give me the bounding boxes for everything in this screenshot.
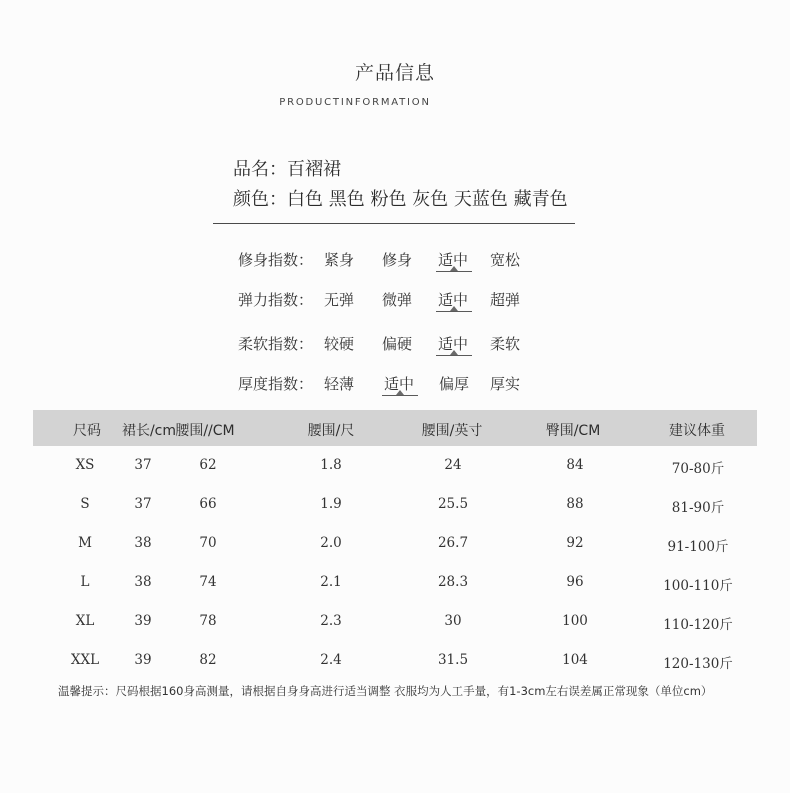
fit-index-option: 较硬 xyxy=(324,335,355,353)
table-cell: 38 xyxy=(134,535,152,551)
selected-marker-icon xyxy=(450,350,458,355)
product-color-value: 白色 黑色 粉色 灰色 天蓝色 藏青色 xyxy=(287,189,568,210)
fit-index-option: 微弹 xyxy=(382,291,413,309)
page-subtitle: PRODUCTINFORMATION xyxy=(279,97,431,108)
fit-index-option: 偏厚 xyxy=(439,375,470,393)
table-row xyxy=(33,574,757,596)
table-cell: M xyxy=(78,535,92,551)
table-header-cell: 尺码 xyxy=(73,423,101,439)
selected-marker-icon xyxy=(450,266,458,271)
table-cell: L xyxy=(80,574,90,590)
table-cell: XXL xyxy=(70,652,100,668)
table-row xyxy=(33,652,757,674)
table-cell: 25.5 xyxy=(437,496,469,512)
table-header-cell: 腰围/尺 xyxy=(307,423,355,439)
product-color-row xyxy=(233,185,568,211)
fit-index-option-selected: 适中 xyxy=(438,291,469,309)
table-cell: 84 xyxy=(566,457,584,473)
table-cell: 2.1 xyxy=(320,574,342,590)
table-cell: XL xyxy=(75,613,95,629)
table-cell: 39 xyxy=(134,613,152,629)
table-cell: 70 xyxy=(199,535,217,551)
fit-index-label: 修身指数： xyxy=(238,251,314,269)
selected-underline xyxy=(436,271,472,272)
fit-index-label: 弹力指数： xyxy=(238,291,314,309)
table-header xyxy=(33,410,757,446)
product-name-label: 品名： xyxy=(233,159,287,180)
page-title: 产品信息 xyxy=(354,62,435,84)
table-cell: 92 xyxy=(566,535,584,551)
table-cell: 37 xyxy=(134,457,152,473)
table-cell: 39 xyxy=(134,652,152,668)
fit-index-option: 轻薄 xyxy=(324,375,355,393)
table-header-cell: 建议体重 xyxy=(669,423,725,439)
table-cell: 28.3 xyxy=(437,574,469,590)
selected-underline xyxy=(436,355,472,356)
table-cell: 70-80斤 xyxy=(671,461,725,477)
table-cell: 82 xyxy=(199,652,217,668)
table-row xyxy=(33,496,757,518)
product-color-label: 颜色： xyxy=(233,189,287,210)
fit-index-option: 偏硬 xyxy=(382,335,413,353)
table-cell: 104 xyxy=(562,652,588,668)
table-cell: 37 xyxy=(134,496,152,512)
fit-index-option: 厚实 xyxy=(490,375,521,393)
table-row xyxy=(33,457,757,479)
table-cell: 66 xyxy=(199,496,217,512)
table-cell: 120-130斤 xyxy=(663,656,733,672)
table-cell: 26.7 xyxy=(437,535,469,551)
table-cell: 91-100斤 xyxy=(667,539,729,555)
table-cell: 24 xyxy=(444,457,462,473)
selected-marker-icon xyxy=(450,306,458,311)
selected-marker-icon xyxy=(396,390,404,395)
table-row xyxy=(33,613,757,635)
size-note: 温馨提示：尺码根据160身高测量，请根据自身身高进行适当调整 衣服均为人工手量，有1-3cm左右误差属正常现象（单位cm） xyxy=(58,684,713,698)
fit-index-option: 宽松 xyxy=(490,251,521,269)
table-cell: 1.8 xyxy=(320,457,342,473)
table-header-cell: 裙长/cm xyxy=(121,423,177,439)
table-cell: 2.3 xyxy=(320,613,342,629)
table-cell: 110-120斤 xyxy=(663,617,733,633)
fit-index-option: 柔软 xyxy=(490,335,521,353)
table-cell: 31.5 xyxy=(437,652,469,668)
table-cell: 96 xyxy=(566,574,584,590)
table-cell: XS xyxy=(75,457,95,473)
fit-index-option: 修身 xyxy=(382,251,413,269)
table-cell: S xyxy=(80,496,90,512)
fit-index-label: 厚度指数： xyxy=(238,375,314,393)
fit-index-option-selected: 适中 xyxy=(438,335,469,353)
table-cell: 100-110斤 xyxy=(663,578,733,594)
table-cell: 30 xyxy=(444,613,462,629)
fit-index-option: 紧身 xyxy=(324,251,355,269)
table-cell: 62 xyxy=(199,457,217,473)
product-name-value: 百褶裙 xyxy=(287,159,341,180)
table-cell: 2.0 xyxy=(320,535,342,551)
table-cell: 1.9 xyxy=(320,496,342,512)
table-cell: 88 xyxy=(566,496,584,512)
selected-underline xyxy=(382,395,418,396)
fit-index-label: 柔软指数： xyxy=(238,335,314,353)
table-header-cell: 臀围/CM xyxy=(545,423,601,439)
product-name-row xyxy=(233,155,341,181)
table-header-cell: 腰围/英寸 xyxy=(421,423,483,439)
table-row xyxy=(33,535,757,557)
info-divider xyxy=(213,223,575,224)
table-cell: 81-90斤 xyxy=(671,500,725,516)
fit-index-option-selected: 适中 xyxy=(384,375,415,393)
table-cell: 38 xyxy=(134,574,152,590)
table-header-cell: 腰围//CM xyxy=(175,423,235,439)
fit-index-option: 超弹 xyxy=(490,291,521,309)
selected-underline xyxy=(436,311,472,312)
table-cell: 100 xyxy=(562,613,588,629)
table-cell: 74 xyxy=(199,574,217,590)
fit-index-option-selected: 适中 xyxy=(438,251,469,269)
fit-index-option: 无弹 xyxy=(324,291,355,309)
table-cell: 2.4 xyxy=(320,652,342,668)
table-cell: 78 xyxy=(199,613,217,629)
